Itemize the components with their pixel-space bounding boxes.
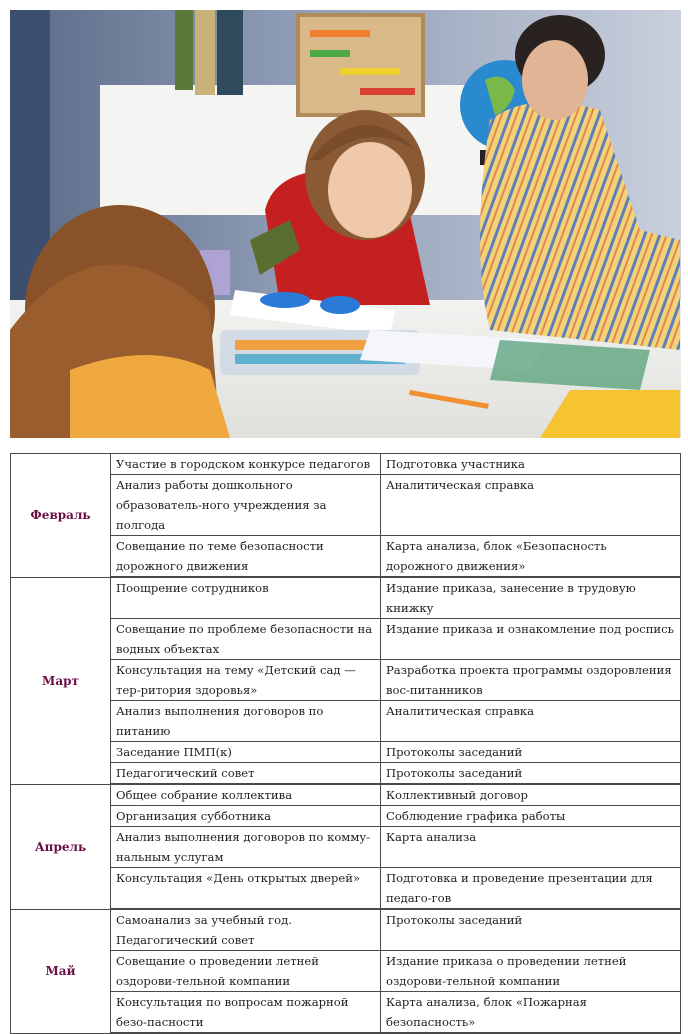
result-cell: Карта анализа, блок «Пожарная безопасность» — [381, 992, 681, 1034]
activity-cell: Анализ выполнения договоров по питанию — [111, 701, 381, 742]
table-row — [11, 577, 681, 619]
activity-cell: Консультация «День открытых дверей» — [111, 868, 381, 910]
table-row — [11, 909, 681, 951]
result-cell: Издание приказа о проведении летней оздорови-тельной компании — [381, 951, 681, 992]
activity-cell: Консультация на тему «Детский сад — тер-ритория здоровья» — [111, 660, 381, 701]
table-row — [11, 619, 681, 660]
table-row — [11, 992, 681, 1034]
result-cell: Протоколы заседаний — [381, 742, 681, 763]
activity-cell: Участие в городском конкурсе педагогов — [111, 454, 381, 475]
month-cell: Февраль — [11, 454, 111, 578]
photo-classroom-icon — [10, 10, 681, 438]
activity-cell: Совещание по проблеме безопасности на водных объектах — [111, 619, 381, 660]
activity-cell: Совещание о проведении летней оздорови-тельной компании — [111, 951, 381, 992]
table-row — [11, 742, 681, 763]
result-cell: Протоколы заседаний — [381, 763, 681, 785]
activity-cell: Заседание ПМП(к) — [111, 742, 381, 763]
table-row — [11, 806, 681, 827]
activity-cell: Поощрение сотрудников — [111, 577, 381, 619]
result-cell: Разработка проекта программы оздоровления вос-питанников — [381, 660, 681, 701]
table-row — [11, 763, 681, 785]
activity-cell: Совещание по теме безопасности дорожного движения — [111, 536, 381, 578]
table-row — [11, 536, 681, 578]
table-row — [11, 868, 681, 910]
result-cell: Подготовка и проведение презентации для педаго-гов — [381, 868, 681, 910]
activity-cell: Педагогический совет — [111, 763, 381, 785]
result-cell: Карта анализа, блок «Безопасность дорожного движения» — [381, 536, 681, 578]
result-cell: Карта анализа — [381, 827, 681, 868]
table-row — [11, 827, 681, 868]
table-row — [11, 475, 681, 536]
activity-cell: Анализ работы дошкольного образователь-ного учреждения за полгода — [111, 475, 381, 536]
classroom-photo — [10, 10, 681, 438]
activity-plan-table — [10, 453, 681, 1034]
month-cell: Май — [11, 909, 111, 1033]
result-cell: Аналитическая справка — [381, 475, 681, 536]
result-cell: Коллективный договор — [381, 784, 681, 806]
table-row — [11, 701, 681, 742]
activity-cell: Анализ выполнения договоров по комму-нальным услугам — [111, 827, 381, 868]
result-cell: Издание приказа, занесение в трудовую книжку — [381, 577, 681, 619]
table-row — [11, 660, 681, 701]
activity-cell: Самоанализ за учебный год. Педагогический совет — [111, 909, 381, 951]
activity-cell: Консультация по вопросам пожарной безо-пасности — [111, 992, 381, 1034]
month-cell: Март — [11, 577, 111, 784]
month-cell: Апрель — [11, 784, 111, 909]
result-cell: Соблюдение графика работы — [381, 806, 681, 827]
result-cell: Издание приказа и ознакомление под роспись — [381, 619, 681, 660]
result-cell: Подготовка участника — [381, 454, 681, 475]
activity-cell: Общее собрание коллектива — [111, 784, 381, 806]
activity-cell: Организация субботника — [111, 806, 381, 827]
result-cell: Аналитическая справка — [381, 701, 681, 742]
result-cell: Протоколы заседаний — [381, 909, 681, 951]
table-row — [11, 784, 681, 806]
table-row — [11, 454, 681, 475]
table-row — [11, 951, 681, 992]
